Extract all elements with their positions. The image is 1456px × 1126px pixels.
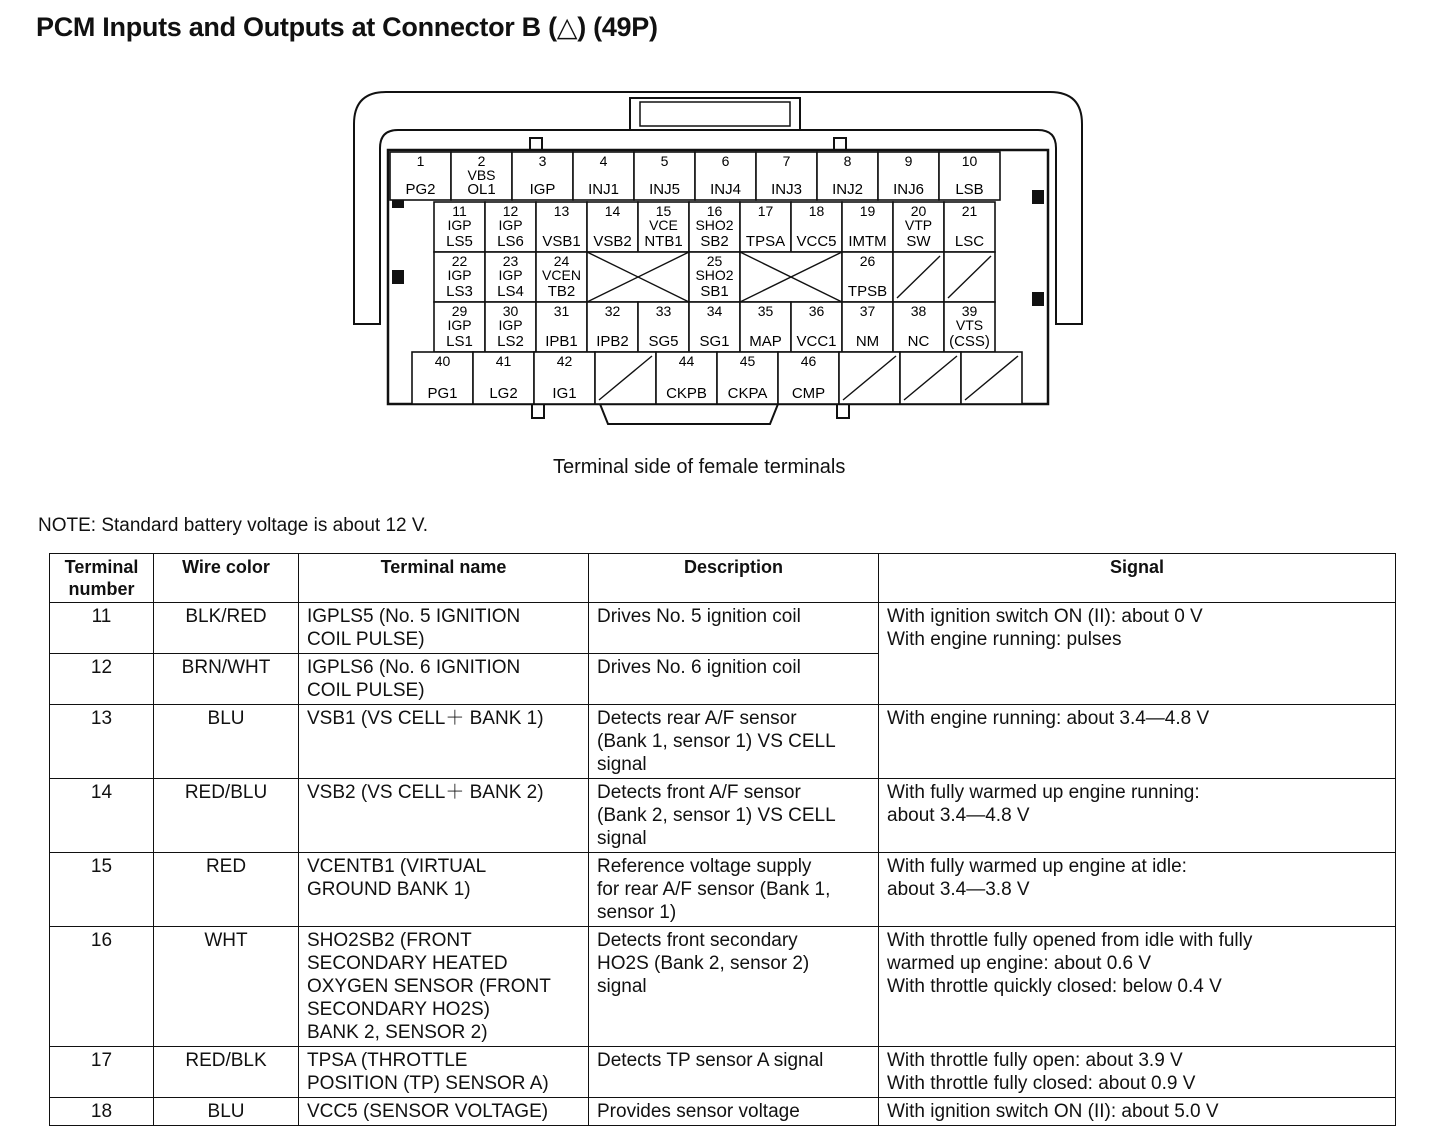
terminal-number: 14: [50, 779, 154, 853]
pin-26: [842, 252, 893, 302]
pin-number: 24: [553, 253, 570, 269]
pin-21: [944, 202, 995, 252]
pin-44: [656, 352, 717, 404]
wire-color: RED/BLK: [154, 1047, 299, 1098]
terminal-name: VCENTB1 (VIRTUAL GROUND BANK 1): [299, 853, 589, 927]
wire-color: RED/BLU: [154, 779, 299, 853]
pin-number: 17: [757, 203, 774, 219]
wire-color: BLU: [154, 1098, 299, 1126]
pin-number: 46: [800, 353, 817, 369]
pin-signal-name: NC: [907, 333, 930, 350]
pin-number: 18: [808, 203, 825, 219]
pin-signal-name: SG5: [648, 333, 679, 350]
pin-signal-name: LS3: [446, 283, 473, 300]
pin-signal-name: PG2: [405, 181, 436, 198]
pin-signal-name: INJ5: [649, 181, 680, 198]
pin-signal-name: LS1: [446, 333, 473, 350]
pin-blank: [893, 252, 944, 302]
pin-signal-name: IMTM: [848, 233, 887, 250]
connector-diagram: [350, 88, 1090, 433]
pin-number: 6: [721, 153, 730, 169]
signal: With ignition switch ON (II): about 0 V With engine running: pulses: [879, 603, 1396, 705]
terminal-number: 17: [50, 1047, 154, 1098]
pin-blank: [900, 352, 961, 404]
pin-number: 22: [451, 253, 468, 269]
description: Detects front A/F sensor (Bank 2, sensor 1) VS CELL signal: [589, 779, 879, 853]
pin-32: [587, 302, 638, 352]
pin-signal-name: INJ6: [893, 181, 924, 198]
pin-signal-name: CKPA: [727, 385, 768, 402]
pin-number: 44: [678, 353, 695, 369]
terminal-name: IGPLS5 (No. 5 IGNITION COIL PULSE): [299, 603, 589, 654]
pin-23: [485, 252, 536, 302]
terminal-number: 12: [50, 654, 154, 705]
pin-signal-prefix: VCE: [649, 217, 678, 233]
terminal-name: TPSA (THROTTLE POSITION (TP) SENSOR A): [299, 1047, 589, 1098]
pin-signal-name: CKPB: [666, 385, 707, 402]
table-row: [50, 705, 1396, 779]
pin-number: 33: [655, 303, 672, 319]
pin-signal-name: NTB1: [644, 233, 683, 250]
pin-39: [944, 302, 995, 352]
signal: With engine running: about 3.4—4.8 V: [879, 705, 1396, 779]
pin-signal-prefix: VBS: [467, 167, 496, 183]
pin-number: 31: [553, 303, 570, 319]
pin-10: [939, 152, 1000, 200]
pin-46: [778, 352, 839, 404]
connector-caption: Terminal side of female terminals: [553, 456, 846, 478]
pin-6: [695, 152, 756, 200]
pin-20: [893, 202, 944, 252]
pin-signal-name: TPSB: [847, 283, 888, 300]
pin-signal-name: VCC5: [796, 233, 837, 250]
pin-blank: [595, 352, 656, 404]
pin-number: 3: [538, 153, 547, 169]
pin-signal-name: LS5: [446, 233, 473, 250]
pin-number: 20: [910, 203, 927, 219]
pin-signal-prefix: SHO2: [695, 217, 734, 233]
pin-signal-prefix: IGP: [498, 317, 523, 333]
pin-number: 39: [961, 303, 978, 319]
battery-note: NOTE: Standard battery voltage is about 12 V.: [38, 515, 429, 536]
pin-signal-prefix: IGP: [447, 267, 472, 283]
pin-signal-name: INJ3: [771, 181, 802, 198]
pin-7: [756, 152, 817, 200]
pin-number: 23: [502, 253, 519, 269]
pin-signal-prefix: SHO2: [695, 267, 734, 283]
pin-number: 13: [553, 203, 570, 219]
pin-number: 19: [859, 203, 876, 219]
pin-number: 42: [556, 353, 573, 369]
header-signal: Signal: [879, 554, 1396, 603]
pin-number: 36: [808, 303, 825, 319]
terminal-number: 18: [50, 1098, 154, 1126]
description: Drives No. 6 ignition coil: [589, 654, 879, 705]
terminal-name: VSB2 (VS CELL＋ BANK 2): [299, 779, 589, 853]
table-row: [50, 1098, 1396, 1126]
pin-40: [412, 352, 473, 404]
terminal-number: 13: [50, 705, 154, 779]
table-header-row: [50, 554, 1396, 603]
pin-signal-prefix: IGP: [498, 217, 523, 233]
signal: With throttle fully opened from idle with fully warmed up engine: about 0.6 V With throttle quickly closed: below 0.4 V: [879, 927, 1396, 1047]
table-row: [50, 779, 1396, 853]
table-row: [50, 603, 1396, 654]
pin-2: [451, 152, 512, 200]
pin-signal-name: LS6: [497, 233, 524, 250]
pin-18: [791, 202, 842, 252]
pin-9: [878, 152, 939, 200]
pin-number: 16: [706, 203, 723, 219]
pin-30: [485, 302, 536, 352]
pin-signal-name: INJ1: [588, 181, 619, 198]
description: Detects TP sensor A signal: [589, 1047, 879, 1098]
pin-8: [817, 152, 878, 200]
terminal-table: [49, 553, 1396, 1126]
pin-number: 34: [706, 303, 723, 319]
pin-31: [536, 302, 587, 352]
pin-4: [573, 152, 634, 200]
pin-signal-name: INJ4: [710, 181, 741, 198]
pin-number: 25: [706, 253, 723, 269]
pin-45: [717, 352, 778, 404]
pin-17: [740, 202, 791, 252]
description: Detects front secondary HO2S (Bank 2, sensor 2) signal: [589, 927, 879, 1047]
pin-signal-name: LG2: [489, 385, 518, 402]
pin-36: [791, 302, 842, 352]
pin-13: [536, 202, 587, 252]
pin-signal-name: IPB1: [545, 333, 578, 350]
pin-signal-name: LS2: [497, 333, 524, 350]
pin-34: [689, 302, 740, 352]
signal: With fully warmed up engine at idle: about 3.4—3.8 V: [879, 853, 1396, 927]
signal: With fully warmed up engine running: about 3.4—4.8 V: [879, 779, 1396, 853]
pin-16: [689, 202, 740, 252]
pin-3: [512, 152, 573, 200]
pin-number: 35: [757, 303, 774, 319]
pin-blank: [740, 252, 842, 302]
pin-signal-name: INJ2: [832, 181, 863, 198]
pin-5: [634, 152, 695, 200]
pin-signal-name: IG1: [552, 385, 577, 402]
pin-19: [842, 202, 893, 252]
pin-number: 9: [904, 153, 913, 169]
pin-blank: [944, 252, 995, 302]
table-row: [50, 927, 1396, 1047]
wire-color: BRN/WHT: [154, 654, 299, 705]
pin-signal-prefix: VCEN: [542, 267, 581, 283]
header-wire-color: Wire color: [154, 554, 299, 603]
pin-signal-name: VCC1: [796, 333, 837, 350]
pin-signal-name: CMP: [791, 385, 826, 402]
header-terminal-number: Terminal number: [50, 554, 154, 603]
pin-number: 32: [604, 303, 621, 319]
pin-33: [638, 302, 689, 352]
pin-signal-name: LSC: [954, 233, 985, 250]
pin-22: [434, 252, 485, 302]
pin-signal-name: OL1: [467, 181, 496, 198]
connector-latch: [630, 98, 800, 130]
pin-number: 11: [452, 203, 467, 219]
pin-37: [842, 302, 893, 352]
pin-1: [390, 152, 451, 200]
terminal-number: 16: [50, 927, 154, 1047]
pin-signal-name: SG1: [699, 333, 730, 350]
terminal-number: 15: [50, 853, 154, 927]
pin-signal-name: VSB1: [542, 233, 581, 250]
pin-blank: [961, 352, 1022, 404]
wire-color: BLK/RED: [154, 603, 299, 654]
pin-35: [740, 302, 791, 352]
wire-color: WHT: [154, 927, 299, 1047]
pin-signal-name: TPSA: [745, 233, 786, 250]
pin-number: 4: [599, 153, 608, 169]
pin-signal-name: TB2: [547, 283, 576, 300]
pin-number: 41: [495, 353, 512, 369]
description: Detects rear A/F sensor (Bank 1, sensor 1) VS CELL signal: [589, 705, 879, 779]
terminal-name: VSB1 (VS CELL＋ BANK 1): [299, 705, 589, 779]
terminal-number: 11: [50, 603, 154, 654]
signal: With ignition switch ON (II): about 5.0 V: [879, 1098, 1396, 1126]
wire-color: RED: [154, 853, 299, 927]
pin-number: 45: [739, 353, 756, 369]
description: Reference voltage supply for rear A/F sensor (Bank 1, sensor 1): [589, 853, 879, 927]
pin-blank: [839, 352, 900, 404]
pin-number: 21: [961, 203, 978, 219]
description: Provides sensor voltage: [589, 1098, 879, 1126]
pin-number: 2: [477, 153, 486, 169]
pin-24: [536, 252, 587, 302]
table-row: [50, 1047, 1396, 1098]
header-description: Description: [589, 554, 879, 603]
pin-signal-name: IPB2: [596, 333, 629, 350]
pin-signal-prefix: VTP: [904, 217, 933, 233]
pin-15: [638, 202, 689, 252]
pin-number: 40: [434, 353, 451, 369]
pin-signal-name: LSB: [955, 181, 984, 198]
terminal-name: VCC5 (SENSOR VOLTAGE): [299, 1098, 589, 1126]
pin-number: 10: [961, 153, 978, 169]
pin-number: 26: [859, 253, 876, 269]
pin-blank: [587, 252, 689, 302]
pin-signal-name: LS4: [497, 283, 524, 300]
signal: With throttle fully open: about 3.9 V With throttle fully closed: about 0.9 V: [879, 1047, 1396, 1098]
pin-signal-prefix: IGP: [447, 217, 472, 233]
pin-number: 15: [655, 203, 672, 219]
description: Drives No. 5 ignition coil: [589, 603, 879, 654]
pin-11: [434, 202, 485, 252]
pin-number: 38: [910, 303, 927, 319]
pin-signal-name: MAP: [749, 333, 782, 350]
wire-color: BLU: [154, 705, 299, 779]
pin-number: 29: [451, 303, 468, 319]
pin-38: [893, 302, 944, 352]
pin-signal-name: PG1: [427, 385, 458, 402]
pin-signal-name: IGP: [529, 181, 556, 198]
pin-25: [689, 252, 740, 302]
pin-12: [485, 202, 536, 252]
pin-number: 30: [502, 303, 519, 319]
table-row: [50, 853, 1396, 927]
pin-signal-name: VSB2: [593, 233, 632, 250]
pin-number: 1: [416, 153, 425, 169]
pin-41: [473, 352, 534, 404]
pin-number: 12: [502, 203, 519, 219]
terminal-name: IGPLS6 (No. 6 IGNITION COIL PULSE): [299, 654, 589, 705]
pin-signal-prefix: VTS: [955, 317, 984, 333]
page-title: PCM Inputs and Outputs at Connector B (△) (49P): [36, 12, 658, 42]
pin-signal-prefix: IGP: [498, 267, 523, 283]
pin-signal-prefix: IGP: [447, 317, 472, 333]
pin-42: [534, 352, 595, 404]
pin-signal-name: SB2: [700, 233, 729, 250]
pin-number: 14: [604, 203, 621, 219]
pin-29: [434, 302, 485, 352]
terminal-name: SHO2SB2 (FRONT SECONDARY HEATED OXYGEN SENSOR (FRONT SECONDARY HO2S) BANK 2, SENSOR 2): [299, 927, 589, 1047]
pin-number: 5: [660, 153, 669, 169]
pin-signal-name: SB1: [700, 283, 729, 300]
pin-14: [587, 202, 638, 252]
pin-number: 8: [843, 153, 852, 169]
pin-number: 7: [782, 153, 791, 169]
header-terminal-name: Terminal name: [299, 554, 589, 603]
pin-number: 37: [859, 303, 876, 319]
pin-signal-name: (CSS): [949, 333, 990, 350]
pin-signal-name: NM: [855, 333, 880, 350]
pin-signal-name: SW: [906, 233, 931, 250]
